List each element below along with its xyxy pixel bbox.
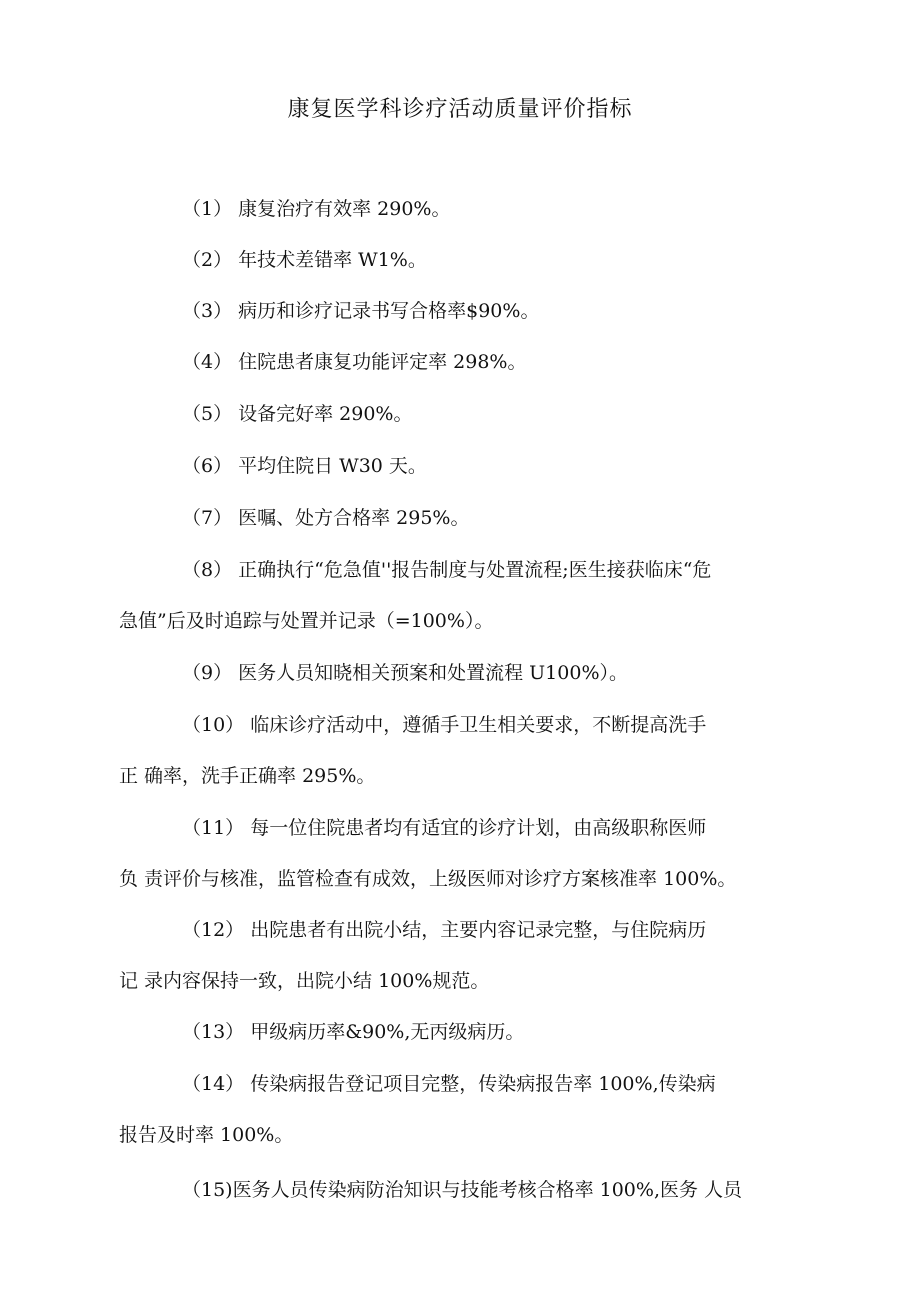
indicator-3: （3） 病历和诊疗记录书写合格率$90%。 <box>182 300 540 322</box>
indicator-4: （4） 住院患者康复功能评定率 298%。 <box>182 351 527 373</box>
indicator-8-cont: 急值”后及时追踪与处置并记录（=100%）。 <box>119 610 494 632</box>
indicator-14: （14） 传染病报告登记项目完整，传染病报告率 100%,传染病 <box>182 1073 716 1095</box>
indicator-11: （11） 每一位住院患者均有适宜的诊疗计划，由高级职称医师 <box>182 817 707 839</box>
indicator-2: （2） 年技术差错率 W1%。 <box>182 249 427 271</box>
indicator-9: （9） 医务人员知晓相关预案和处置流程 U100%）。 <box>182 662 629 684</box>
indicator-8: （8） 正确执行“危急值''报告制度与处置流程;医生接获临床“危 <box>182 559 712 581</box>
indicator-10-cont: 正 确率，洗手正确率 295%。 <box>119 765 376 787</box>
indicator-5: （5） 设备完好率 290%。 <box>182 403 413 425</box>
indicator-7: （7） 医嘱、处方合格率 295%。 <box>182 507 470 529</box>
indicator-11-cont: 负 责评价与核准，监管检查有成效，上级医师对诊疗方案核准率 100%。 <box>119 868 737 890</box>
document-title: 康复医学科诊疗活动质量评价指标 <box>287 97 633 122</box>
indicator-12: （12） 出院患者有出院小结，主要内容记录完整，与住院病历 <box>182 919 707 941</box>
indicator-15: （15)医务人员传染病防治知识与技能考核合格率 100%,医务 人员 <box>182 1179 743 1201</box>
indicator-13: （13） 甲级病历率&90%,无丙级病历。 <box>182 1021 525 1043</box>
indicator-6: （6） 平均住院日 W30 天。 <box>182 455 427 477</box>
indicator-10: （10） 临床诊疗活动中，遵循手卫生相关要求，不断提高洗手 <box>182 714 707 736</box>
indicator-1: （1） 康复治疗有效率 290%。 <box>182 198 451 220</box>
indicator-14-cont: 报告及时率 100%。 <box>119 1124 294 1146</box>
indicator-12-cont: 记 录内容保持一致，出院小结 100%规范。 <box>119 970 490 992</box>
